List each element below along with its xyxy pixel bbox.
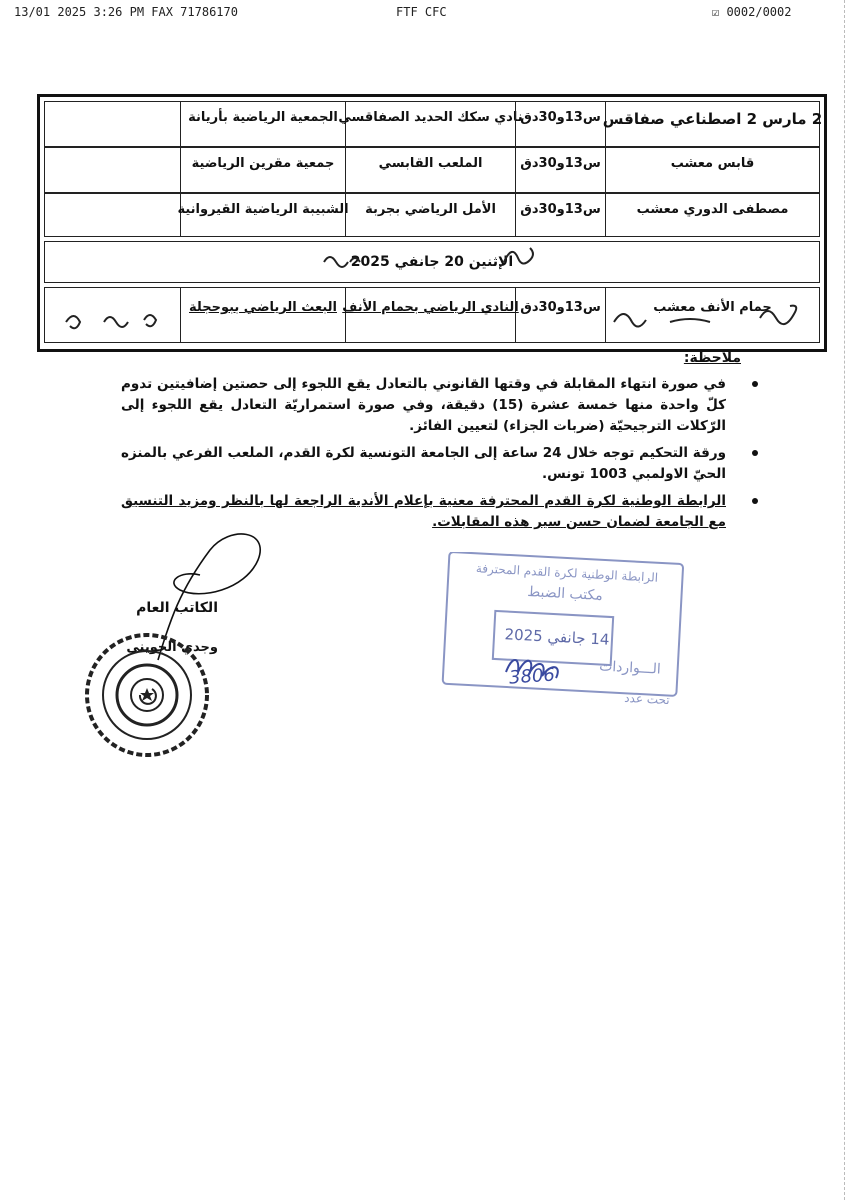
- club-cell: البعث الرياضي ببوحجلة: [180, 288, 345, 342]
- date-text: الإثنين 20 جانفي 2025: [350, 254, 514, 270]
- date-row: [44, 241, 820, 283]
- stamp-number: 3806: [508, 664, 556, 689]
- official-seal-icon: [82, 630, 212, 760]
- time-cell: س13و30دق: [515, 102, 605, 146]
- fax-sender: FTF CFC: [396, 5, 447, 19]
- table-row: [44, 193, 820, 237]
- stamp-incoming-line: الـــواردات: [598, 658, 662, 678]
- time-cell: س13و30دق: [515, 194, 605, 236]
- venue-cell: الأمل الرياضي بجربة: [345, 194, 515, 236]
- match-cell: 2 مارس 2 اصطناعي صفاقس: [605, 102, 819, 146]
- stamp-date: 14 جانفي 2025: [504, 625, 610, 649]
- match-cell: قابس معشب: [605, 148, 819, 192]
- club-cell: جمعية مقرين الرياضية: [180, 148, 345, 192]
- notes-list: [121, 374, 726, 539]
- received-stamp: [440, 552, 690, 720]
- handwritten-mark: [610, 298, 810, 342]
- signatory-name: وجدي الجويني: [126, 640, 218, 655]
- match-cell: حمام الأنف معشب: [605, 288, 819, 342]
- bullet-icon: [752, 381, 758, 387]
- time-cell: س13و30دق: [515, 288, 605, 342]
- note-item: في صورة انتهاء المقابلة في وقتها القانوني بالتعادل يقع اللجوء إلى حصتين إضافيتين تدوم كلّ واحدة منها خمسة عشرة (15) دقيقة، وفي صورة استمراريّة التعادل يقع اللجوء إلى الرّكلات الترجيحيّة (ضربات الجزاء) لتعيين الفائز.: [121, 374, 726, 437]
- match-cell: مصطفى الدوري معشب: [605, 194, 819, 236]
- table-row: [44, 101, 823, 147]
- signatory-title: الكاتب العام: [136, 600, 218, 616]
- stamp-office-line: مكتب الضبط: [526, 584, 604, 604]
- handwritten-mark: [320, 244, 390, 278]
- stamp-org-line: الرابطة الوطنية لكرة القدم المحترفة: [475, 561, 659, 585]
- venue-cell: النادي الرياضي بحمام الأنف: [345, 288, 515, 342]
- fax-timestamp: 13/01 2025 3:26 PM FAX 71786170: [14, 5, 238, 19]
- extra-cell: [45, 102, 180, 146]
- extra-cell: [45, 148, 180, 192]
- time-cell: س13و30دق: [515, 148, 605, 192]
- note-item: الرابطة الوطنية لكرة القدم المحترفة معنية بإعلام الأندية الراجعة لها بالنظر ومزيد التنسيق مع الجامعة لضمان حسن سير هذه المقابلات.: [121, 491, 726, 533]
- venue-cell: نادي سكك الحديد الصفاقسي: [345, 102, 515, 146]
- table-row: [44, 147, 820, 193]
- club-cell: الشبيبة الرياضية القيروانية: [180, 194, 345, 236]
- notes-title: ملاحظة:: [683, 350, 741, 366]
- handwritten-mark: [500, 242, 540, 280]
- fax-header: [0, 5, 849, 25]
- handwritten-mark: [60, 306, 170, 340]
- venue-cell: الملعب القابسي: [345, 148, 515, 192]
- note-item: ورقة التحكيم توجه خلال 24 ساعة إلى الجامعة التونسية لكرة القدم، الملعب الفرعي بالمنزه الحيّ الاولمبي 1003 تونس.: [121, 443, 726, 485]
- page-edge-line: [844, 0, 845, 1200]
- club-cell: الجمعية الرياضية بأريانة: [180, 102, 345, 146]
- bullet-icon: [752, 498, 758, 504]
- fax-page-count: ☑ 0002/0002: [712, 5, 792, 19]
- bullet-icon: [752, 450, 758, 456]
- stamp-ref-line: تحت عدد: [623, 690, 671, 708]
- extra-cell: [45, 194, 180, 236]
